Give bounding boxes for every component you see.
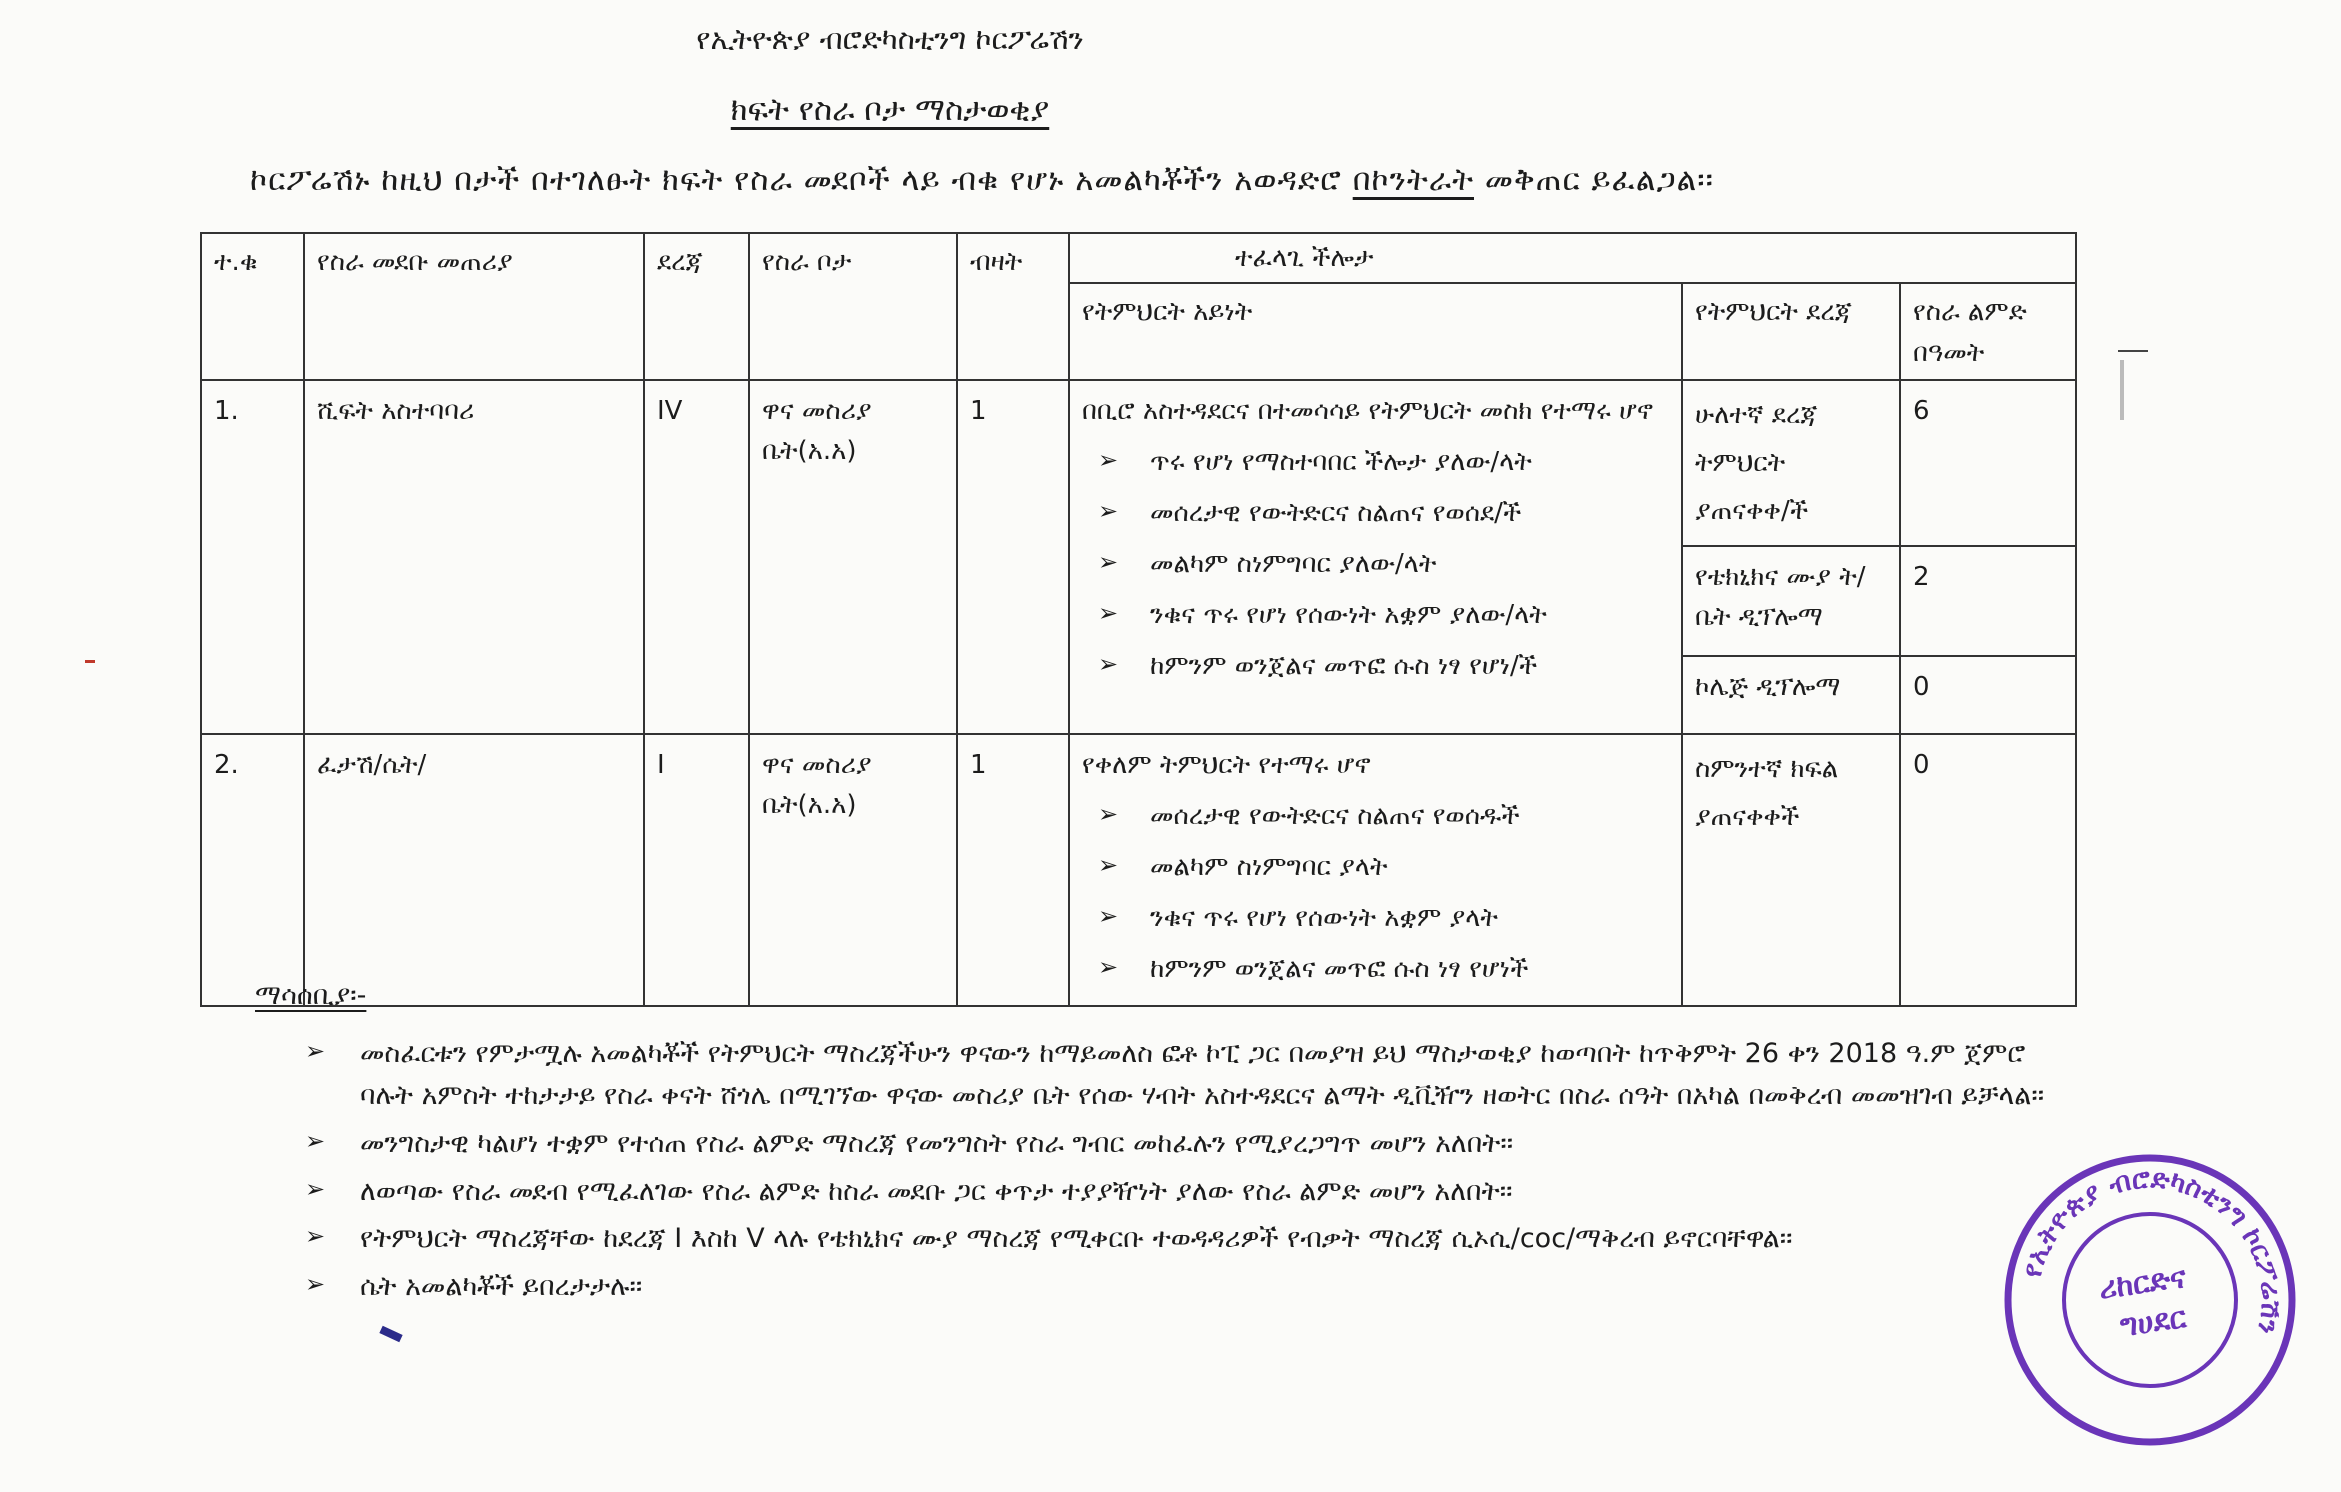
table-row [201,380,2076,546]
row2-job-title: ፈታሽ/ሴት/ [304,734,644,1006]
row2-location: ዋና መስሪያ ቤት(አ.አ) [749,734,957,1006]
row1-education-type [1069,380,1682,734]
row1-experience-1: 6 [1900,380,2076,546]
list-item: ➢ ሴት አመልካቾች ይበረታታሉ፡፡ [305,1266,2075,1308]
header-education-level: የትምህርት ደረጃ [1682,283,1900,380]
list-item: ➢ ከምንም ወንጀልና መጥፎ ሱስ ነፃ የሆነ/ች [1098,641,1669,692]
row1-experience-3: 0 [1900,656,2076,734]
header-experience-years: የስራ ልምድ በዓመት [1900,283,2076,380]
stamp-center-line-1: ሪከርድና [2096,1259,2189,1307]
list-item: ➢ መልካም ስነምግባር ያለው/ላት [1098,539,1669,590]
row2-grade: I [644,734,749,1006]
row1-level-1: ሁለተኛ ደረጃ ትምህርት ያጠናቀቀ/ች [1682,380,1900,546]
notice-title [0,92,1780,129]
scan-mark [379,1326,402,1343]
row2-level-1: ስምንተኛ ክፍል ያጠናቀቀች [1682,734,1900,1006]
scan-mark [2118,350,2148,352]
list-item: ➢ ከምንም ወንጀልና መጥፎ ሱስ ነፃ የሆነች [1098,944,1669,995]
stamp-inner-ring [2064,1214,2236,1386]
list-item: ➢ መንግስታዊ ካልሆነ ተቋም የተሰጠ የስራ ልምድ ማስረጃ የመንግስት የስራ ግብር መከፈሉን የሚያረጋግጥ መሆን አለበት፡፡ [305,1123,2075,1165]
list-item: ➢ ንቁና ጥሩ የሆነ የሰውነት አቋም ያላት [1098,893,1669,944]
row2-quantity: 1 [957,734,1069,1006]
header-grade: ደረጃ [644,233,749,380]
header-location: የስራ ቦታ [749,233,957,380]
header-education-type: የትምህርት አይነት [1069,283,1682,380]
stamp-center-line-2: ግሀደር [2118,1300,2189,1345]
official-seal-stamp [2000,1150,2300,1450]
header-job-title: የስራ መደቡ መጠሪያ [304,233,644,380]
row2-requirements [1082,791,1669,995]
row1-education-intro: በቢሮ አስተዳደርና በተመሳሳይ የትምህርት መስክ የተማሩ ሆኖ [1082,395,1653,426]
table-header-row [201,233,2076,283]
list-item: ➢ ጥሩ የሆነ የማስተባበር ችሎታ ያለው/ላት [1098,437,1669,488]
list-item: ➢ መሰረታዊ የውትድርና ስልጠና የወሰደ/ች [1098,488,1669,539]
row2-experience-1: 0 [1900,734,2076,1006]
row1-quantity: 1 [957,380,1069,734]
row2-education-intro: የቀለም ትምህርት የተማሩ ሆኖ [1082,750,1371,781]
notes-list [305,1033,2075,1314]
header-required-competence: ተፈላጊ ችሎታ [1069,233,2076,283]
notice-title-text: ክፍት የስራ ቦታ ማስታወቂያ [730,92,1050,128]
scan-mark [2120,360,2124,420]
list-item: ➢ መልካም ስነምግባር ያላት [1098,842,1669,893]
intro-contract-word: በኮንትራት [1352,162,1474,198]
row1-requirements [1082,437,1669,692]
organization-name: የኢትዮጵያ ብሮድካስቲንግ ኮርፖሬሽን [696,22,1084,56]
row1-no: 1. [201,380,304,734]
list-item: ➢ የትምህርት ማስረጃቸው ከደረጃ I እስከ V ላሉ የቴክኒክና ሙያ ማስረጃ የሚቀርቡ ተወዳዳሪዎች የብቃት ማስረጃ ሲኦሲ/coc/ማቅረብ ይኖርባቸዋል፡፡ [305,1218,2075,1260]
row1-level-3: ኮሌጅ ዲፕሎማ [1682,656,1900,734]
row2-education-type [1069,734,1682,1006]
row2-no: 2. [201,734,304,1006]
row1-experience-2: 2 [1900,546,2076,656]
intro-text-2: መቅጠር ይፈልጋል፡፡ [1474,162,1714,198]
stamp-center-text [2097,1259,2204,1347]
table-row [201,734,2076,1006]
intro-text-1: ኮርፖሬሽኑ ከዚህ በታች በተገለፁት ክፍት የስራ መደቦች ላይ ብቁ የሆኑ አመልካቾችን አወዳድሮ [250,162,1353,198]
header-quantity: ብዛት [957,233,1069,380]
row1-job-title: ሺፍት አስተባባሪ [304,380,644,734]
list-item: ➢ መስፈርቱን የምታሟሉ አመልካቾች የትምህርት ማስረጃችሁን ዋናውን ከማይመለስ ፎቶ ኮፒ ጋር በመያዝ ይህ ማስታወቂያ ከወጣበት ከጥቅምት 26 ቀን 2018 ዓ.ም ጀምሮ ባሉት አምስት ተከታታይ የስራ ቀናት ሸጎሌ በሚገኘው ዋናው መስሪያ ቤት የሰው ሃብት አስተዳደርና ልማት ዲቪዥን ዘወትር በስራ ሰዓት በአካል በመቅረብ መመዝገብ ይቻላል፡፡ [305,1033,2075,1117]
header-no: ተ.ቁ [201,233,304,380]
scan-mark [85,660,95,663]
list-item: ➢ ለወጣው የስራ መደብ የሚፈለገው የስራ ልምድ ከስራ መደቡ ጋር ቀጥታ ተያያዥነት ያለው የስራ ልምድ መሆን አለበት፡፡ [305,1171,2075,1213]
list-item: ➢ ንቁና ጥሩ የሆነ የሰውነት አቋም ያለው/ላት [1098,590,1669,641]
list-item: ➢ መሰረታዊ የውትድርና ስልጠና የወሰዱች [1098,791,1669,842]
row1-grade: IV [644,380,749,734]
row1-level-2: የቴክኒክና ሙያ ት/ቤት ዲፕሎማ [1682,546,1900,656]
vacancy-table [200,232,2077,1007]
intro-paragraph [250,162,2150,199]
stamp-outer-ring [2008,1158,2292,1442]
stamp-ring-textpath: የኢትዮጵያ ብሮድካስቲንግ ኮርፖሬሽን [2016,1163,2287,1338]
row1-location: ዋና መስሪያ ቤት(አ.አ) [749,380,957,734]
notes-label: ማሳሰቢያ፡- [255,980,367,1011]
